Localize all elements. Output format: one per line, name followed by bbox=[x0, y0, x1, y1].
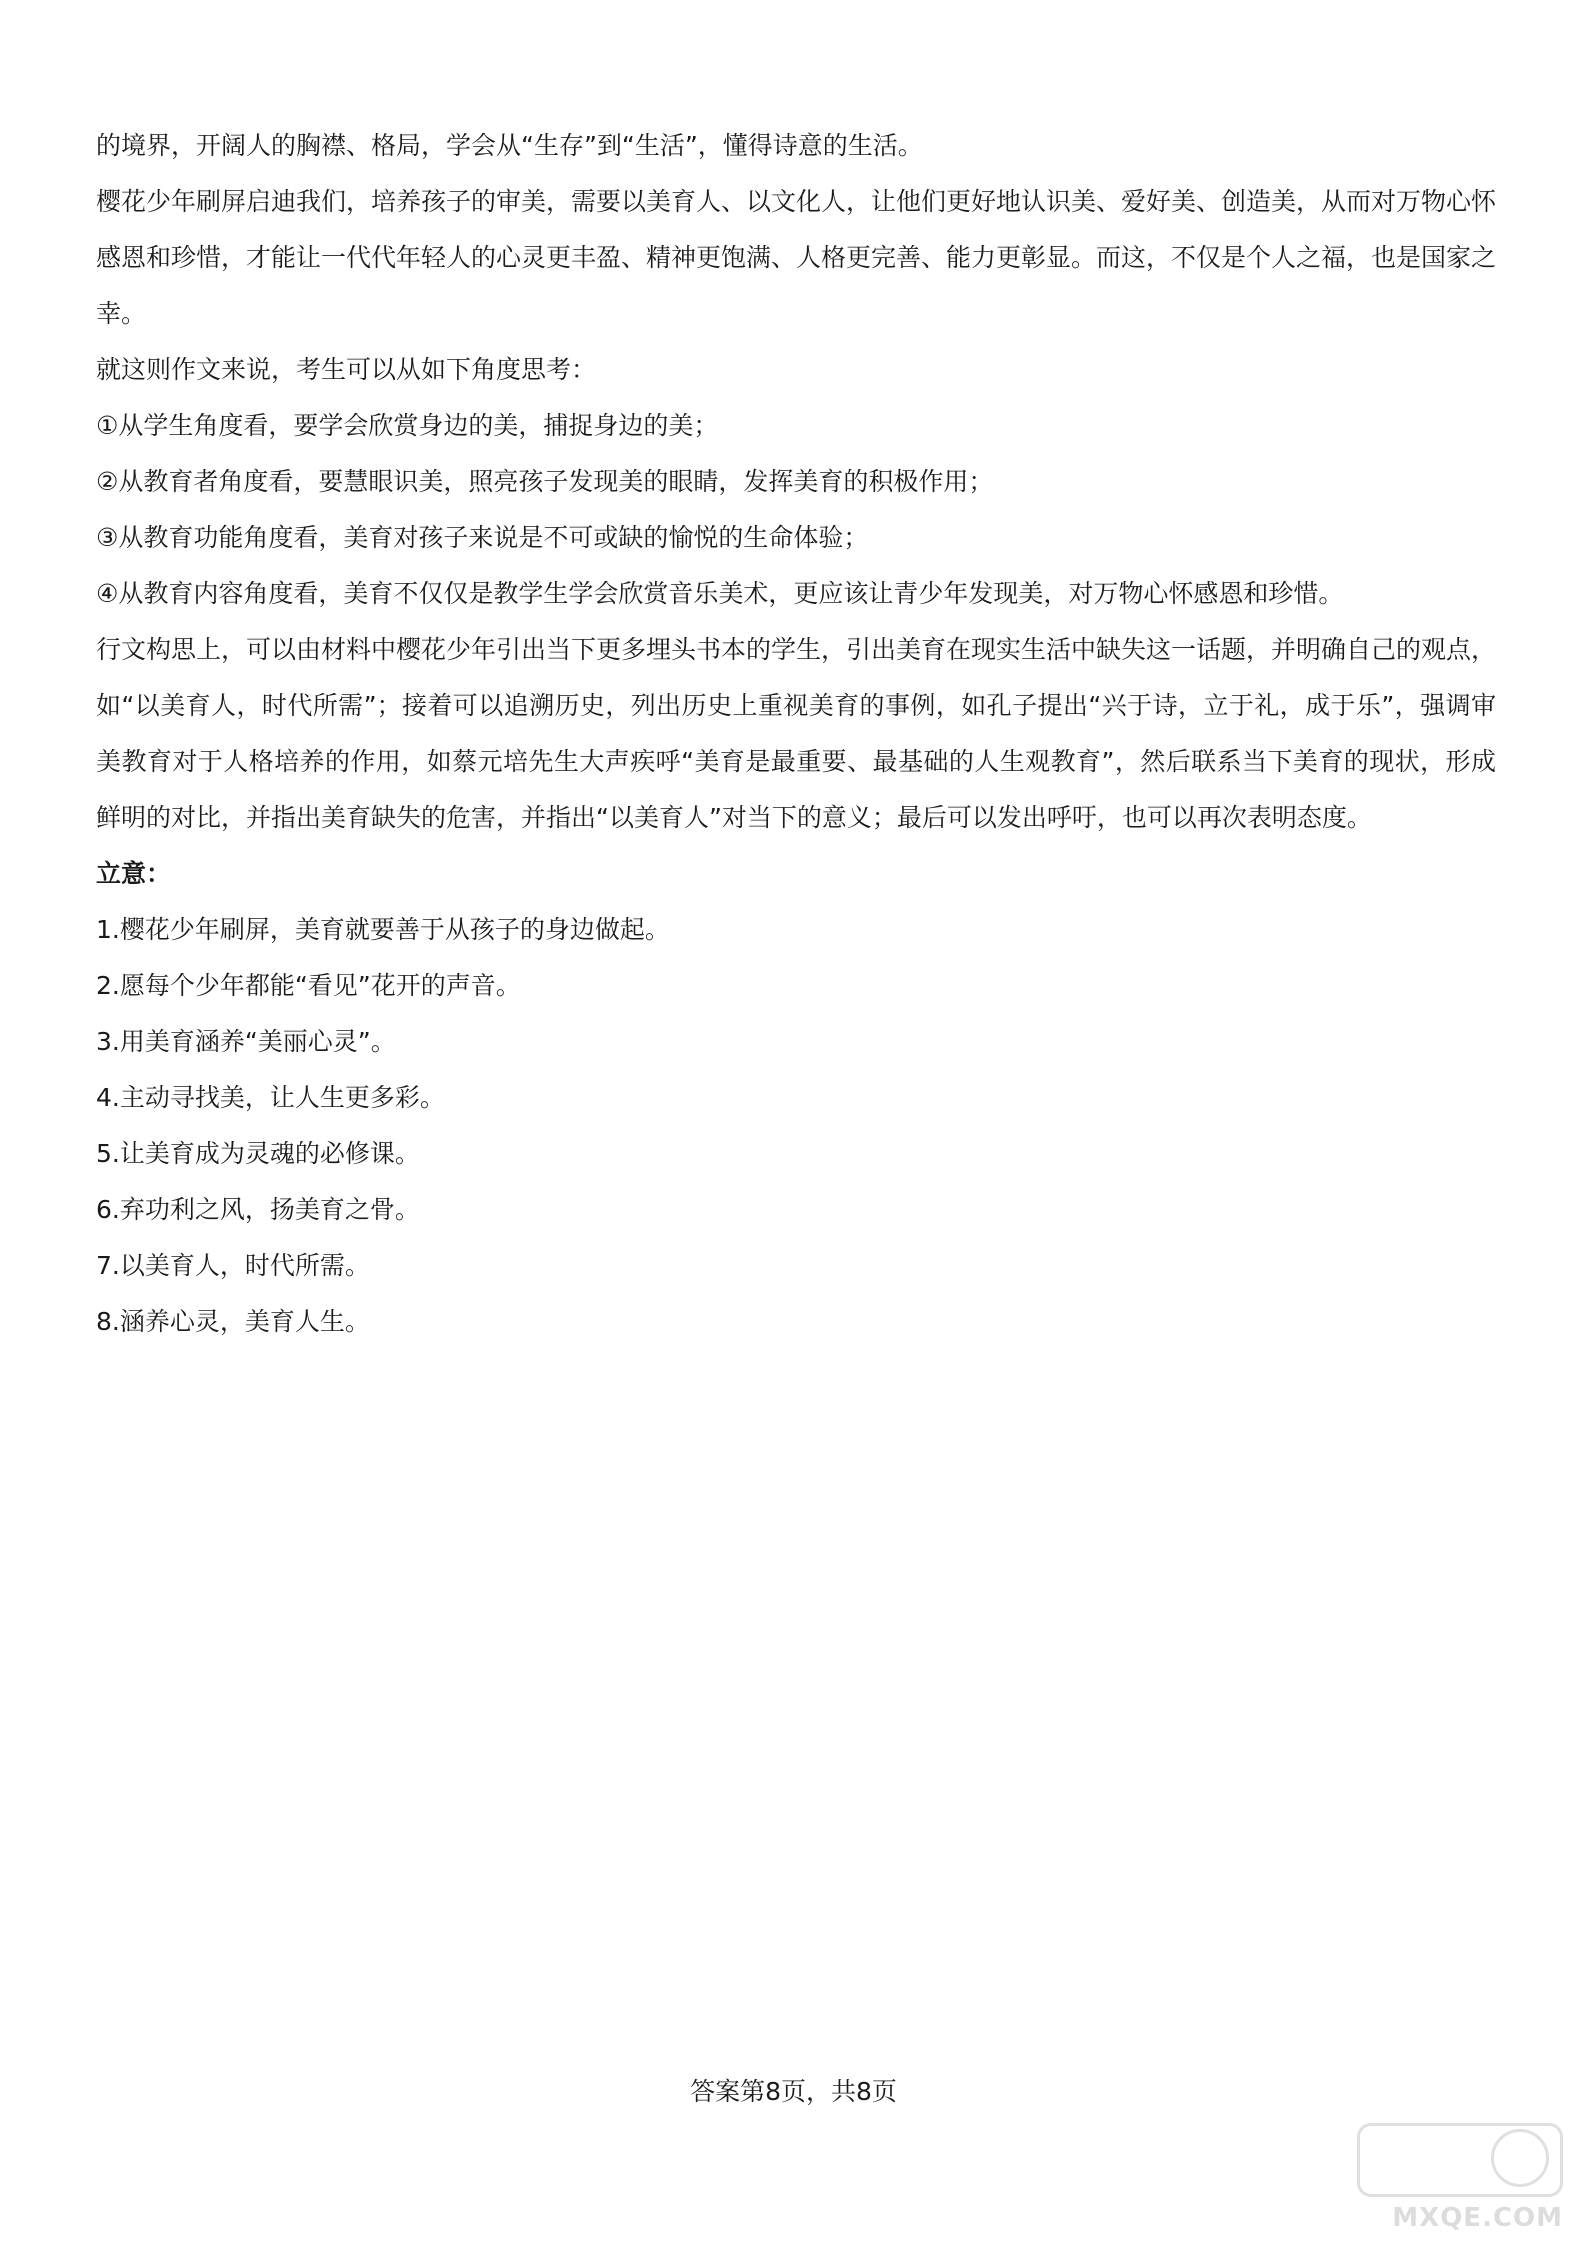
angle-item-1: ①从学生角度看，要学会欣赏身边的美，捕捉身边的美； bbox=[96, 411, 719, 440]
angle-item-2: ②从教育者角度看，要慧眼识美，照亮孩子发现美的眼睛，发挥美育的积极作用； bbox=[96, 467, 994, 496]
theme-item-2: 2.愿每个少年都能“看见”花开的声音。 bbox=[96, 971, 521, 1000]
angle-item-4: ④从教育内容角度看，美育不仅仅是教学生学会欣赏音乐美术，更应该让青少年发现美，对万物心怀感恩和珍惜。 bbox=[96, 579, 1344, 608]
answer-content bbox=[96, 118, 1496, 1350]
paragraph-structure: 行文构思上，可以由材料中樱花少年引出当下更多埋头书本的学生，引出美育在现实生活中缺失这一话题，并明确自己的观点，如“以美育人，时代所需”；接着可以追溯历史，列出历史上重视美育的事例，如孔子提出“兴于诗，立于礼，成于乐”，强调审美教育对于人格培养的作用，如蔡元培先生大声疾呼“美育是最重要、最基础的人生观教育”，然后联系当下美育的现状，形成鲜明的对比，并指出美育缺失的危害，并指出“以美育人”对当下的意义；最后可以发出呼吁，也可以再次表明态度。 bbox=[96, 635, 1497, 832]
angle-item-3: ③从教育功能角度看，美育对孩子来说是不可或缺的愉悦的生命体验； bbox=[96, 523, 869, 552]
paragraph-continuation: 的境界，开阔人的胸襟、格局，学会从“生存”到“生活”，懂得诗意的生活。 bbox=[96, 131, 923, 160]
paragraph-inspiration: 樱花少年刷屏启迪我们，培养孩子的审美，需要以美育人、以文化人，让他们更好地认识美、爱好美、创造美，从而对万物心怀感恩和珍惜，才能让一代代年轻人的心灵更丰盈、精神更饱满、人格更完善、能力更彰显。而这，不仅是个人之福，也是国家之幸。 bbox=[96, 187, 1497, 328]
theme-item-3: 3.用美育涵养“美丽心灵”。 bbox=[96, 1027, 396, 1056]
theme-item-4: 4.主动寻找美，让人生更多彩。 bbox=[96, 1083, 445, 1112]
theme-item-6: 6.弃功利之风，扬美育之骨。 bbox=[96, 1195, 420, 1224]
paragraph-intro-angles: 就这则作文来说，考生可以从如下角度思考： bbox=[96, 355, 597, 384]
watermark-text: MXQE.COM bbox=[1392, 2203, 1563, 2233]
watermark bbox=[1343, 2123, 1563, 2233]
theme-item-8: 8.涵养心灵，美育人生。 bbox=[96, 1307, 370, 1336]
theme-item-5: 5.让美育成为灵魂的必修课。 bbox=[96, 1139, 420, 1168]
theme-item-1: 1.樱花少年刷屏，美育就要善于从孩子的身边做起。 bbox=[96, 915, 670, 944]
watermark-seal-icon bbox=[1491, 2129, 1549, 2187]
page-footer: 答案第8页，共8页 bbox=[690, 2077, 897, 2106]
theme-item-7: 7.以美育人，时代所需。 bbox=[96, 1251, 370, 1280]
theme-heading: 立意： bbox=[96, 859, 172, 888]
